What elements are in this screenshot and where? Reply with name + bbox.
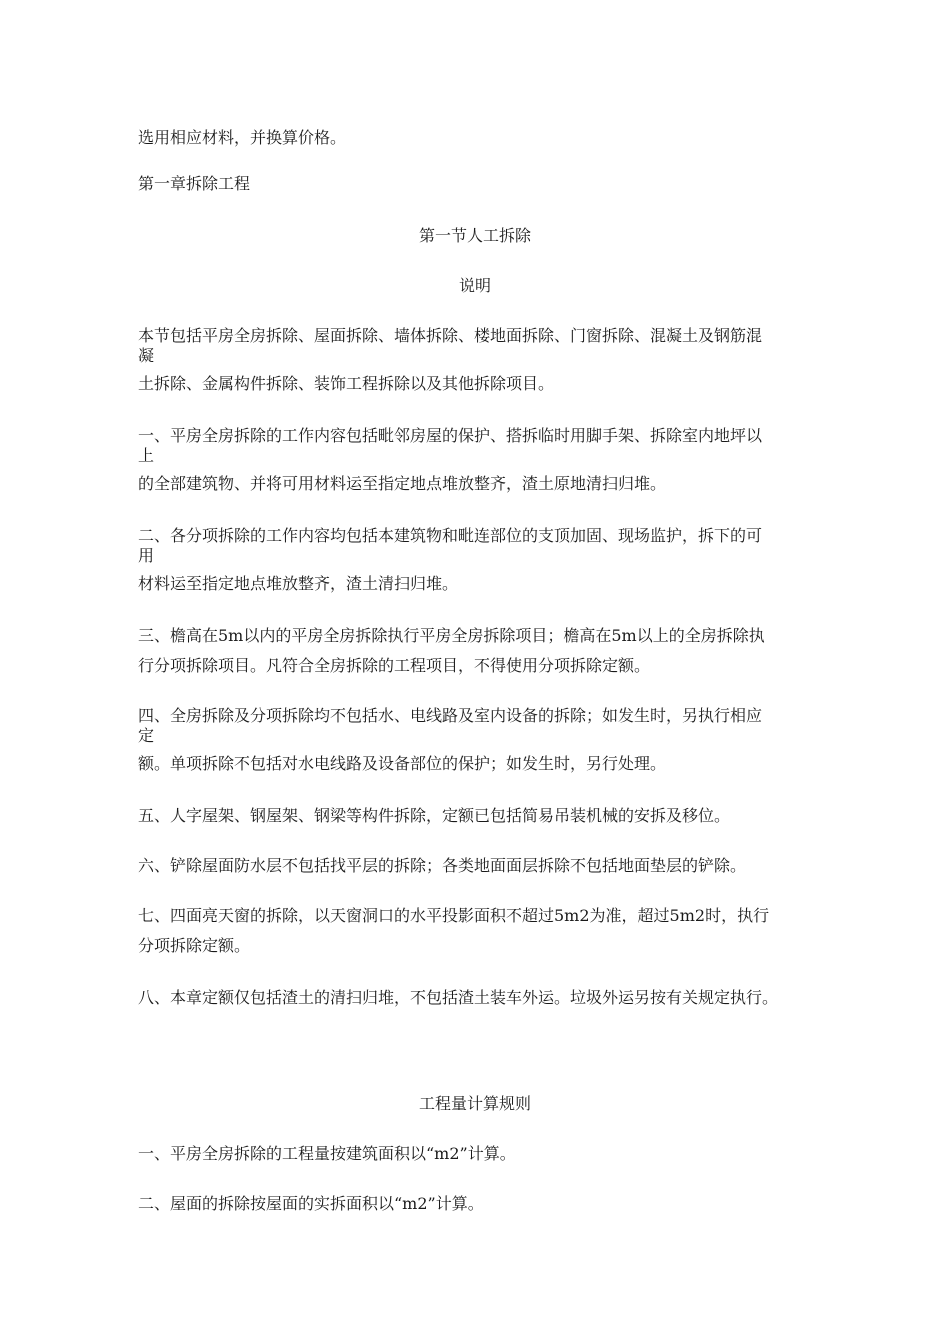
paragraph-line: 额。单项拆除不包括对水电线路及设备部位的保护；如发生时，另行处理。 [138, 754, 667, 773]
paragraph-line: 定 [138, 726, 155, 745]
section-title: 第一节人工拆除 [418, 226, 531, 245]
paragraph-line: 一、平房全房拆除的工作内容包括毗邻房屋的保护、搭拆临时用脚手架、拆除室内地坪以 [138, 426, 763, 445]
paragraph-line: 五、人字屋架、钢屋架、钢梁等构件拆除，定额已包括简易吊装机械的安拆及移位。 [138, 806, 731, 825]
intro-tail-text: 选用相应材料，并换算价格。 [138, 128, 347, 147]
paragraph-line: 凝 [138, 346, 155, 365]
paragraph-line: 二、各分项拆除的工作内容均包括本建筑物和毗连部位的支顶加固、现场监护，拆下的可 [138, 526, 763, 545]
paragraph-line: 三、檐高在5m以内的平房全房拆除执行平房全房拆除项目；檐高在5m以上的全房拆除执 [138, 626, 765, 645]
paragraph-line: 分项拆除定额。 [138, 936, 251, 955]
paragraph-line: 土拆除、金属构件拆除、装饰工程拆除以及其他拆除项目。 [138, 374, 555, 393]
paragraph-line: 八、本章定额仅包括渣土的清扫归堆，不包括渣土装车外运。垃圾外运另按有关规定执行。 [138, 988, 779, 1007]
chapter-title: 第一章拆除工程 [138, 174, 251, 193]
rule-item: 一、平房全房拆除的工程量按建筑面积以“m2”计算。 [138, 1144, 516, 1163]
paragraph-line: 六、铲除屋面防水层不包括找平层的拆除；各类地面面层拆除不包括地面垫层的铲除。 [138, 856, 747, 875]
explanation-heading: 说明 [458, 276, 491, 295]
paragraph-line: 四、全房拆除及分项拆除均不包括水、电线路及室内设备的拆除；如发生时，另执行相应 [138, 706, 763, 725]
rules-heading: 工程量计算规则 [418, 1094, 531, 1113]
paragraph-line: 的全部建筑物、并将可用材料运至指定地点堆放整齐，渣土原地清扫归堆。 [138, 474, 667, 493]
paragraph-line: 上 [138, 446, 155, 465]
paragraph-line: 材料运至指定地点堆放整齐，渣土清扫归堆。 [138, 574, 459, 593]
paragraph-line: 用 [138, 546, 155, 565]
rule-item: 二、屋面的拆除按屋面的实拆面积以“m2”计算。 [138, 1194, 484, 1213]
paragraph-line: 本节包括平房全房拆除、屋面拆除、墙体拆除、楼地面拆除、门窗拆除、混凝土及钢筋混 [138, 326, 763, 345]
paragraph-line: 行分项拆除项目。凡符合全房拆除的工程项目，不得使用分项拆除定额。 [138, 656, 651, 675]
paragraph-line: 七、四面亮天窗的拆除，以天窗洞口的水平投影面积不超过5m2为准，超过5m2时，执行 [138, 906, 770, 925]
